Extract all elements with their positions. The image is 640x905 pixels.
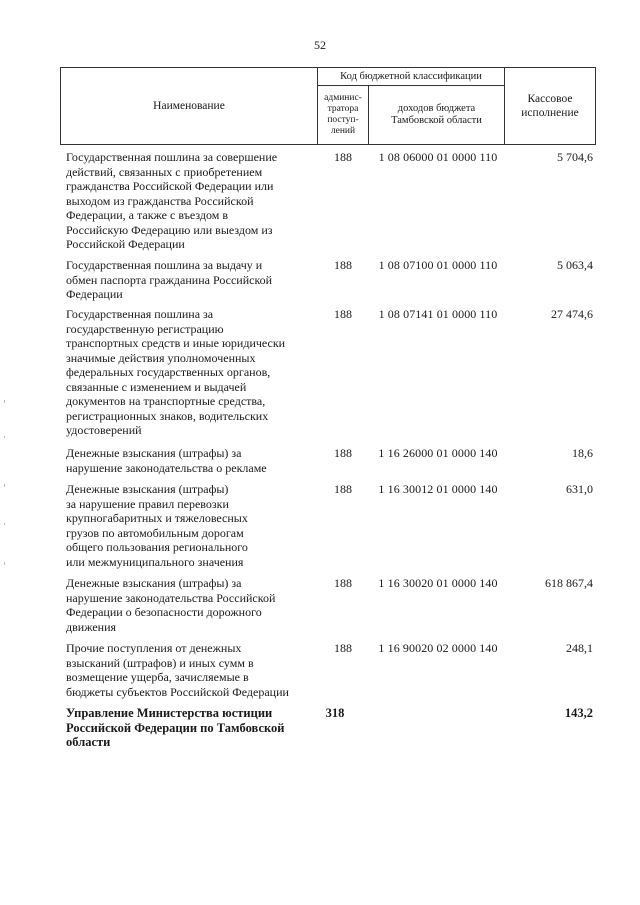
- row-description-line: за нарушение правил перевозки: [66, 496, 229, 511]
- header-execution-line: исполнение: [521, 107, 579, 119]
- header-budget-code: Код бюджетной классификации: [317, 67, 505, 86]
- row-description-line: грузов по автомобильным дорогам: [66, 525, 244, 540]
- header-execution-line: Кассовое: [527, 93, 573, 105]
- row-admin-code: 188: [334, 258, 352, 272]
- header-admin: [317, 85, 369, 145]
- row-description-line: Государственная пошлина за: [66, 307, 214, 321]
- row-description-line: возмещение ущерба, зачисляемые в: [66, 670, 249, 684]
- row-amount: 5 704,6: [557, 150, 593, 164]
- row-admin-code: 318: [325, 706, 345, 720]
- row-description-line: Федерации, а также с въездом в: [66, 208, 229, 222]
- row-description-line: общего пользования регионального: [66, 540, 248, 554]
- row-income-code: 1 16 26000 01 0000 140: [378, 446, 498, 460]
- row-income-code: 1 16 30012 01 0000 140: [378, 482, 498, 496]
- row-description-line: связанные с изменением и выдачей: [66, 379, 247, 394]
- scan-artifact: [4, 436, 5, 438]
- header-income-line: Тамбовской области: [391, 115, 482, 126]
- row-income-code: 1 08 07100 01 0000 110: [378, 258, 498, 272]
- scan-artifact: [4, 562, 5, 565]
- row-description-line: обмен паспорта гражданина Российской: [66, 272, 273, 287]
- row-description-line: Федерации о безопасности дорожного: [66, 605, 262, 619]
- row-admin-code: 188: [334, 150, 352, 164]
- scan-artifact: [4, 523, 5, 525]
- row-income-code: 1 16 90020 02 0000 140: [378, 641, 498, 655]
- row-description-line: гражданства Российской Федерации или: [66, 179, 274, 193]
- row-income-code: 1 16 30020 01 0000 140: [378, 576, 498, 590]
- row-amount: 18,6: [572, 446, 593, 460]
- row-income-code: 1 08 06000 01 0000 110: [378, 150, 498, 164]
- row-description: [66, 706, 316, 750]
- row-description-line: Российскую Федерацию или выездом из: [66, 222, 273, 237]
- row-description-line: Федерации: [66, 287, 123, 301]
- row-amount: 27 474,6: [551, 307, 593, 321]
- row-description-line: движения: [66, 619, 117, 634]
- row-description: [66, 641, 316, 699]
- row-description-line: Государственная пошлина за выдачу и: [66, 258, 263, 272]
- scan-artifact: [4, 484, 5, 487]
- row-description-line: выходом из гражданства Российской: [66, 193, 254, 208]
- scan-artifact: [4, 400, 5, 403]
- header-admin-line: админис-: [324, 93, 362, 103]
- row-admin-code: 188: [334, 307, 352, 321]
- row-admin-code: 188: [334, 446, 352, 460]
- row-amount: 618 867,4: [545, 576, 593, 590]
- row-description: [66, 150, 316, 252]
- row-admin-code: 188: [334, 482, 352, 496]
- row-amount: 248,1: [566, 641, 593, 655]
- row-description-line: нарушение законодательства о рекламе: [66, 460, 267, 475]
- row-description: [66, 446, 316, 475]
- row-admin-code: 188: [334, 576, 352, 590]
- row-description-line: Российской Федерации: [66, 237, 185, 251]
- row-description-line: действий, связанных с приобретением: [66, 164, 263, 179]
- row-description-line: федеральных государственных органов,: [66, 365, 271, 379]
- row-admin-code: 188: [334, 641, 352, 655]
- row-amount: 631,0: [566, 482, 593, 496]
- row-description-line: взысканий (штрафов) и иных сумм в: [66, 655, 254, 670]
- row-description: [66, 482, 316, 569]
- header-income-line: доходов бюджета: [397, 103, 476, 114]
- header-admin-line: лений: [330, 126, 356, 136]
- row-amount: 143,2: [564, 706, 593, 720]
- page-number: 52: [314, 38, 326, 52]
- row-description-line: нарушение законодательства Российской: [66, 590, 276, 605]
- row-description-line: Управление Министерства юстиции: [66, 706, 273, 720]
- row-description: [66, 307, 316, 438]
- row-amount: 5 063,4: [557, 258, 593, 272]
- row-description-line: Государственная пошлина за совершение: [66, 150, 278, 164]
- row-income-code: 1 08 07141 01 0000 110: [378, 307, 498, 321]
- row-description-line: документов на транспортные средства,: [66, 394, 266, 408]
- header-admin-line: поступ-: [327, 115, 359, 125]
- row-description-line: государственную регистрацию: [66, 321, 224, 336]
- row-description: [66, 258, 316, 302]
- row-description-line: регистрационных знаков, водительских: [66, 408, 269, 423]
- row-description-line: области: [66, 735, 111, 749]
- row-description-line: бюджеты субъектов Российской Федерации: [66, 684, 289, 699]
- row-description-line: транспортных средств и иные юридически: [66, 336, 286, 350]
- row-description-line: крупногабаритных и тяжеловесных: [66, 511, 248, 525]
- row-description-line: Российской Федерации по Тамбовской: [66, 720, 285, 735]
- row-description-line: удостоверений: [66, 423, 142, 437]
- header-income: [368, 85, 505, 145]
- row-description-line: или межмуниципального значения: [66, 554, 244, 569]
- header-admin-line: тратора: [327, 104, 359, 114]
- row-description-line: Денежные взыскания (штрафы): [66, 482, 229, 496]
- header-name: Наименование: [60, 67, 318, 145]
- row-description-line: Прочие поступления от денежных: [66, 641, 242, 655]
- row-description-line: Денежные взыскания (штрафы) за: [66, 576, 242, 590]
- row-description-line: значимые действия уполномоченных: [66, 350, 256, 365]
- row-description-line: Денежные взыскания (штрафы) за: [66, 446, 242, 460]
- header-execution: [504, 67, 596, 145]
- row-description: [66, 576, 316, 634]
